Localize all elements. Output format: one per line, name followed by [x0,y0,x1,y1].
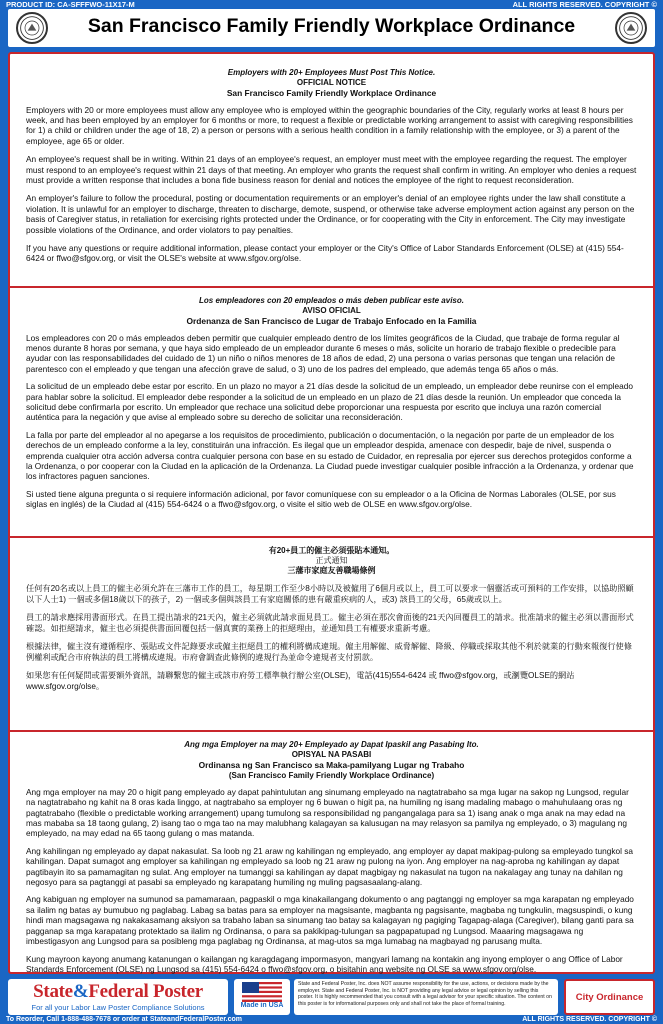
english-paragraph: An employee's request shall be in writing. Within 21 days of an employee's request, an employer must meet with the employee regarding the request. The employer must respond to an employee's request within 21 days of that meeting. An employer who grants the request shall confirm in writing. An employer who denies a request must provide a written response that includes a bona fide business reason for denial and notices the employee of the right to request reconsideration. [26,154,637,186]
page-title: San Francisco Family Friendly Workplace Ordinance [87,15,576,37]
spanish-paragraph: La solicitud de un empleado debe estar por escrito. En un plazo no mayor a 21 días desde la solicitud de un empleado, un empleador debe reunirse con el empleado para hablar sobre la solicitud. El empleador debe responder a la solicitud de un empleado en un plazo de 21 días desde la reunión. Un empleador que conceda la solicitud debe confirmarla por escrito. Un empleador que rechace una solicitud debe proporcionar una respuesta por escrito que incluya una razón comercial auténtica para la negación y que avise al empleado sobre su derecho de solicitar una reconsideración. [26,381,633,423]
legal-disclaimer: State and Federal Poster, Inc. does NOT assume responsibility for the use, actions, or decisions made by the employer. State and Federal Poster, Inc. is NOT providing any legal advice or legal opinion by selling this poster. It is highly recommended that you consult with a legal advisor for your specific situation. The content on this poster is for informational purposes only and shall not take the place of formal training. [294,979,558,1015]
spanish-section [10,296,653,517]
copyright-notice: ALL RIGHTS RESERVED. COPYRIGHT © [512,0,657,9]
section-divider [10,730,653,732]
chinese-heading: 有20+員工的僱主必須張貼本通知。 正式通知 三藩市家庭友善職場條例 [268,546,395,576]
city-seal-icon [16,12,48,44]
reorder-info: To Reorder, Call 1-888-488-7678 or order at StateandFederalPoster.com [6,1016,243,1023]
spanish-paragraph: La falla por parte del empleador al no apegarse a los requisitos de procedimiento, publicación o documentación, o la negación por parte de un empleador de los derechos de un empleado conforme a la ley, constituirán una infracción. Es ilegal que un empleador despida, amenace con despedir, baje de nivel, suspenda o emprenda cualquier otra acción adversa contra cualquier persona con base en su estado de Cuidador, en represalia por ejercer sus derechos protegidos conforme a la Ordenanza, o por cooperar con la Ciudad en la aplicación de la Ordenanza. La Ciudad puede investigar cualquier posible infracción a la Ordenanza, y ordenar que los infractores paguen sanciones. [26,429,634,482]
bottom-bar [0,1016,663,1024]
notice-panel [8,52,655,974]
brand-logo: State&Federal Poster For all your Labor Law Poster Compliance Solutions [8,979,228,1015]
made-in-usa-badge: Made in USA [234,979,290,1015]
english-paragraph: Employers with 20 or more employees must allow any employee who is employed within the geographic boundaries of the City, regularly works at least 8 hours per week, and has been employed by an employer for 6 months or more, to request a flexible or predictable working arrangement to assist with caregiving responsibilities for 1) a child or children under the age of 18, 2) a person or persons with a serious health condition in a family relationship with the employee, or 3) a parent of the employee, age 65 or older. [26,104,633,146]
city-seal-icon [615,12,647,44]
tagalog-heading: Ang mga Employer na may 20+ Empleyado ay Dapat Ipaskil ang Pasabing Ito. OPISYAL NA PASABI Ordinansa ng San Francisco sa Maka-pamilyang Lugar ng Trabaho (San Francisco Family Friendly Workplace Ordinance) [184,740,479,780]
section-divider [10,536,653,538]
copyright-notice: ALL RIGHTS RESERVED. COPYRIGHT © [522,1016,657,1023]
chinese-paragraph: 任何有20名或以上員工的僱主必須允許在三藩市工作的員工，每星期工作至少8小時以及被僱用了6個月或以上，員工可以要求一個靈活或可預料的工作安排，以協助照顧以下人士1) 一個或多個18歲以下的孩子，2) 一個或多個與該員工有家庭關係的患有嚴重疾病的人，或3) 該員工的父母，65歲或以上。 [26,583,634,604]
section-divider [10,286,653,288]
footer [8,979,655,1015]
chinese-paragraph: 根據法律，僱主沒有遵循程序、張貼或文件記錄要求或僱主拒絕員工的權利將構成違規。僱主用解僱、威脅解僱、降級、停職或採取其他不利於就業的行動來報復行使條例權利或配合市府執法的員工將構成違規。市府會調查此條例的違規行為並命令違規者支付罰款。 [26,641,632,662]
chinese-paragraph: 員工的請求應採用書面形式。在員工提出請求的21天內，僱主必須就此請求面見員工。僱主必須在那次會面後的21天內回覆員工的請求。批准請求的僱主必須以書面形式確認。如拒絕請求，僱主也必須提供書面回覆包括一個真實的業務上的拒絕理由，並通知員工有權要求重新考慮。 [26,612,634,633]
title-bar [8,9,655,47]
tagalog-paragraph: Ang mga employer na may 20 o higit pang empleyado ay dapat pahintulutan ang sinumang empleyado na nagtatrabaho sa mga lugar na sakop ng Lungsod, regular na nagtatrabaho ng kahit na 8 oras kada linggo, at nagtrabaho sa employer ng 6 buwan o higit pa, na humiling ng isang madaling mabago o mahuhulaang oras ng pagtatrabaho (flexible o predictable working arrangement) upang tumulong sa responsibilidad ng pangangalaga para sa 1) isang anak o mga anak na may edad na mas mababa sa 18 taong gulang, 2) isang tao o mga tao na may malubhang kalagayan sa kalusugan na may relasyon sa pamilya ng empleyado, o 3) magulang ng empleyado, na may edad na 65 taong gulang o mas matanda. [26,786,629,839]
product-id: PRODUCT ID: CA-SFFFWO-11X17-M [6,0,135,9]
english-heading: Employers with 20+ Employees Must Post This Notice. OFFICIAL NOTICE San Francisco Family Friendly Workplace Ordinance [226,68,437,99]
category-label: City Ordinance [564,979,655,1015]
spanish-paragraph: Si usted tiene alguna pregunta o si requiere información adicional, por favor comuníquese con su empleador o a la Oficina de Normas Laborales (OLSE, por sus siglas en inglés) de la Ciudad al (415) 554-6424 o a ffwo@sfgov.org, o visite el sitio web de OLSE en www.sfgov.org/olse. [26,488,616,510]
english-paragraph: An employer's failure to follow the procedural, posting or documentation requirements or an employer's denial of an employee rights under the law shall constitute a violation. It is unlawful for an employer to discharge, threaten to discharge, demote, suspend, or otherwise take adverse employment action against any person on the basis of Caregiver status, in retaliation for exercising rights protected under the Ordinance, or for cooperating with the City in enforcement. The City may investigate possible violations of the Ordinance, and order violators to pay penalties. [26,193,635,235]
tagalog-section [10,740,653,981]
brand-tagline: For all your Labor Law Poster Compliance Solutions [31,1003,205,1012]
spanish-paragraph: Los empleadores con 20 o más empleados deben permitir que cualquier empleado dentro de los límites geográficos de la Ciudad, que trabaje de forma regular al menos durante 8 horas por semana, y que haya sido empleado de un empleador durante 6 meses o más, solicite un horario de trabajo flexible o predecible para ayudar con las responsabilidades del cuidado de 1) un niño o niños menores de 18 años de edad, 2) una persona o varias personas que tengan una relación de parentesco con el empleado y que tengan una afección grave de salud, o 3) uno de los padres del empleado, que además tenga 65 años o más. [26,332,620,374]
chinese-paragraph: 如果您有任何疑問或需要額外資訊，請聯繫您的僱主或該市府勞工標準執行辦公室(OLSE)，電話(415)554-6424 或 ffwo@sfgov.org，或瀏覽OLSE的網站 www.sfgov.org/olse。 [26,670,575,691]
tagalog-paragraph: Ang kabiguan ng employer na sumunod sa pamamaraan, pagpaskil o mga kinakailangang dokumento o ang pagtanggi ng employer sa mga karapatan ng empleyado sa ilalim ng batas ay bumubuo ng paglabag. Labag sa batas para sa employer na magsisante, magbanta ng pagsisante, magbaba ng tungkulin, magsuspindi, o kung hindi man magsagawa ng nakakasamang aksiyon sa trabaho laban sa sinumang tao batay sa kalagayan ng pagiging Tagapag-alaga (Caregiver), bilang ganti para sa pagganap sa mga karapatang protektado sa ilalim ng Ordinansa, o para sa pakikipag-tulungan sa pagpapatupad ng Lungsod. Maaaring magsagawa ng imbestigasyon ang Lungsod para sa posibleng mga paglabag ng Ordinansa, at mag-utos sa mga lumabag na magbayad ng parusang multa. [26,894,634,947]
top-bar [0,0,663,9]
tagalog-paragraph: Kung mayroon kayong anumang katanungan o kailangan ng karagdagang impormasyon, mangyari lamang na kontakin ang inyong employer o ang Office of Labor Standards Enforcement (OLSE) ng Lungsod sa (415) 554-6424 o ffwo@sfgov.org, o bisitahin ang website ng OLSE sa www.sfgov.org/olse. [26,953,623,974]
us-flag-icon [242,982,282,1002]
chinese-section [10,546,653,699]
tagalog-paragraph: Ang kahilingan ng empleyado ay dapat nakasulat. Sa loob ng 21 araw ng kahilingan ng empleyado, ang employer ay dapat makipag-pulong sa empleyado tungkol sa kahilingan. Dapat sumagot ang employer sa kahilingan ng empleyado sa loob ng 21 araw ng pulong na iyon. Ang employer na nag-aproba ng kahilingan ay dapat pagtibayin ito sa pamamagitan ng sulat. Ang employer na tumanggi sa kahilingan ay dapat magbigay ng nakasulat na tugon na nakalagay ang tunay na dahilan ng negosyo para sa pagtanggi at pasabi sa empleyado ng karapatang humiling ng muling pagsasaalang-alang. [26,845,634,888]
english-paragraph: If you have any questions or require additional information, please contact your employer or the City's Office of Labor Standards Enforcement (OLSE) at (415) 554-6424 or ffwo@sfgov.org, or visit the OLSE's website at www.sfgov.org/olse. [26,243,624,264]
spanish-heading: Los empleadores con 20 empleados o más deben publicar este aviso. AVISO OFICIAL Ordenanza de San Francisco de Lugar de Trabajo Enfocado en la Familia [186,296,477,327]
english-section [10,68,653,272]
